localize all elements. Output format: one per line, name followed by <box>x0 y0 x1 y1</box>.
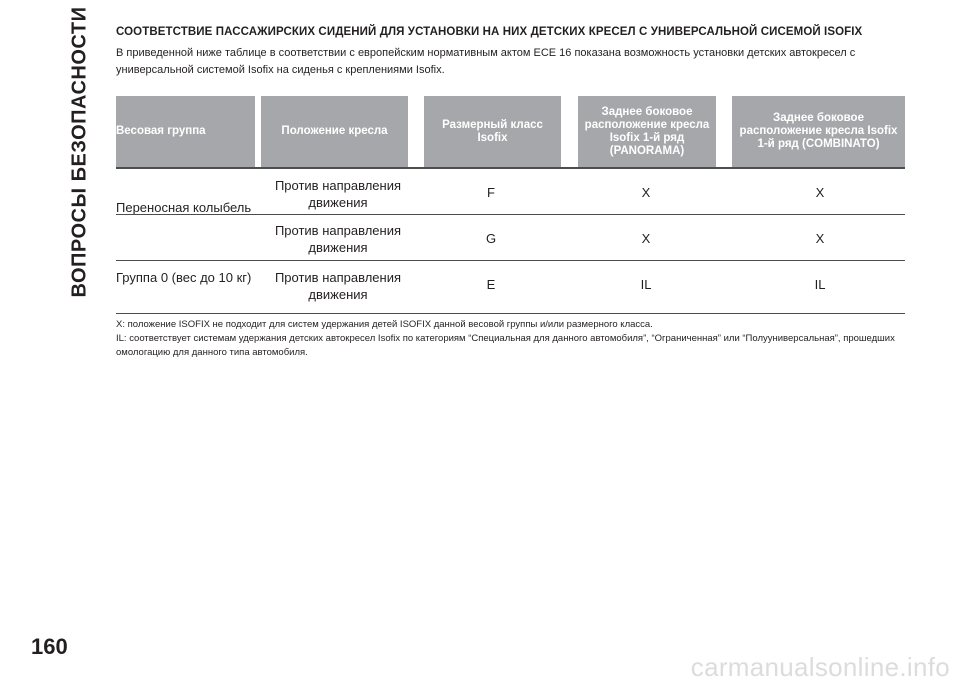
note-il: IL: соответствует системам удержания детских автокресел Isofix по категориям “Специальная для данного автомобиля”, “Ограниченная” или “Полууниверсальная”, прошедших омологацию для данного типа автомобиля. <box>116 333 895 358</box>
watermark: carmanualsonline.info <box>690 652 950 682</box>
table-notes <box>116 318 906 360</box>
weight-group-cell: Группа 0 (вес до 10 кг) <box>116 270 252 285</box>
table-row <box>116 215 905 261</box>
panorama-cell: X <box>641 185 651 200</box>
intro-paragraph: В приведенной ниже таблице в соответствии с европейским нормативным актом ЕСЕ 16 показана возможность установки детских автокресел с универсальной системой Isofix на сиденья с креплениями Isofix. <box>116 47 856 76</box>
table-row <box>116 169 905 215</box>
header-size-class: Размерный класс Isofix <box>424 96 561 167</box>
size-class-cell: F <box>487 185 495 200</box>
page-heading: СООТВЕТСТВИЕ ПАССАЖИРСКИХ СИДЕНИЙ ДЛЯ УСТАНОВКИ НА НИХ ДЕТСКИХ КРЕСЕЛ С УНИВЕРСАЛЬНОЙ СИСЕМОЙ ISOFIX <box>116 26 863 38</box>
header-seat-position: Положение кресла <box>261 96 408 167</box>
panorama-cell: X <box>641 231 651 246</box>
header-panorama: Заднее боковое расположение кресла Isofix 1-й ряд (PANORAMA) <box>578 96 716 167</box>
table-body <box>116 169 905 314</box>
combinato-cell: X <box>815 231 825 246</box>
header-weight-group: Весовая группа <box>116 96 255 167</box>
isofix-table <box>116 96 905 314</box>
position-cell: Против направления движения <box>274 270 402 302</box>
combinato-cell: X <box>815 185 825 200</box>
table-header <box>116 96 905 167</box>
section-side-title <box>62 2 98 302</box>
table-row <box>116 261 905 314</box>
note-x: X: положение ISOFIX не подходит для систем удержания детей ISOFIX данной весовой группы и/или размерного класса. <box>116 319 653 330</box>
size-class-cell: G <box>485 231 497 246</box>
position-cell: Против направления движения <box>274 223 402 255</box>
combinato-cell: IL <box>814 277 826 292</box>
weight-group-cell: Переносная колыбель <box>116 200 252 215</box>
header-combinato: Заднее боковое расположение кресла Isofix 1-й ряд (COMBINATO) <box>732 96 905 167</box>
section-side-title-text: ВОПРОСЫ БЕЗОПАСНОСТИ <box>68 6 91 298</box>
panorama-cell: IL <box>640 277 652 292</box>
page-number: 160 <box>31 634 68 659</box>
position-cell: Против направления движения <box>274 178 402 210</box>
size-class-cell: E <box>486 277 496 292</box>
